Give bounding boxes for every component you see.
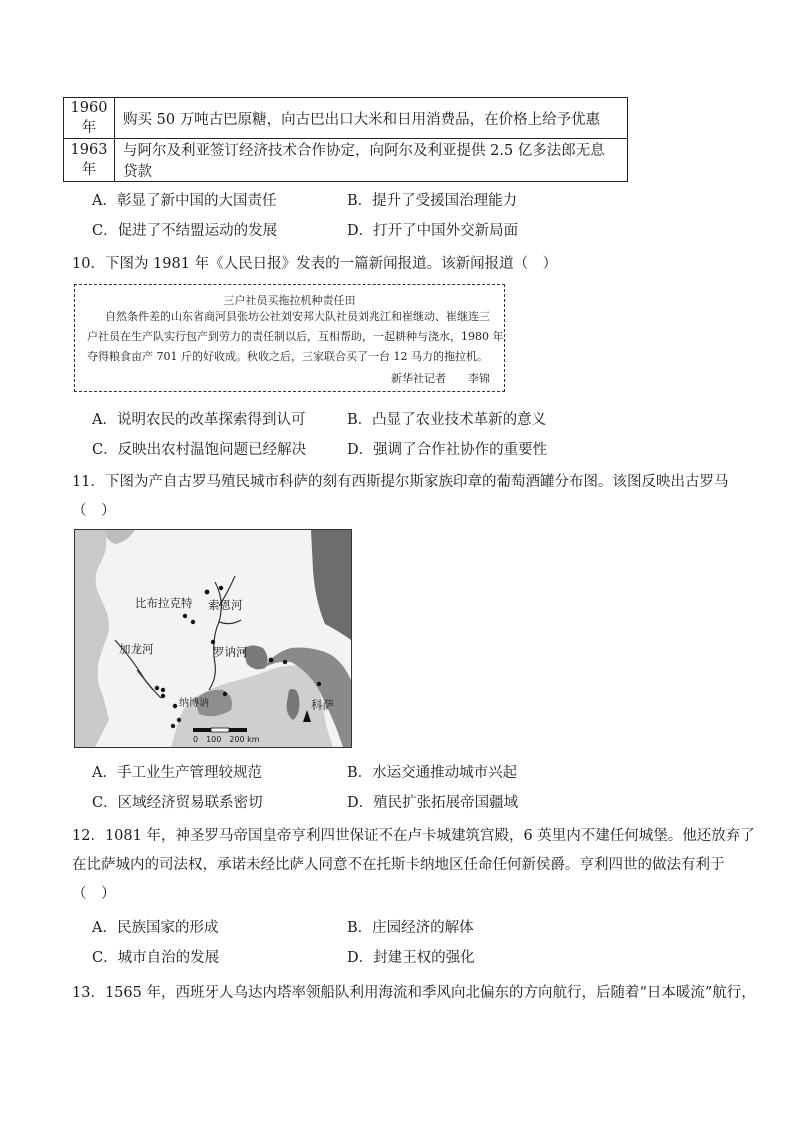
- map-label-rhone: 罗讷河: [213, 645, 248, 659]
- q12-option-a: A．民族国家的形成: [92, 920, 219, 936]
- q11-option-c: C．区域经济贸易联系密切: [92, 795, 263, 811]
- q12-line1: 12．1081 年，神圣罗马帝国皇帝亨利四世保证不在卢卡城建筑宫殿，6 英里内不建任何城堡。他还放弃了: [72, 828, 755, 844]
- map-label-cosa: 科萨: [311, 698, 334, 712]
- q11-option-b: B．水运交通推动城市兴起: [347, 765, 518, 781]
- q12-line2: 在比萨城内的司法权，承诺未经比萨人同意不在托斯卡纳地区任命任何新侯爵。亨利四世的做法有利于: [72, 857, 725, 873]
- q12-option-b: B．庄园经济的解体: [347, 920, 474, 936]
- q11-option-d: D．殖民扩张拓展帝国疆域: [347, 795, 519, 811]
- news-line-3: 夺得粮食亩产 701 斤的好收成。秋收之后，三家联合买了一台 12 马力的拖拉机。: [87, 350, 488, 363]
- q13-line1: 13．1565 年，西班牙人乌达内塔率领船队利用海流和季风向北偏东的方向航行，后随着“日本暖流”航行，: [72, 985, 756, 1001]
- table-year-cell: 1960 年: [64, 98, 115, 139]
- news-title: 三户社员买拖拉机种责任田: [223, 294, 356, 307]
- q12-option-d: D．封建王权的强化: [347, 950, 475, 966]
- q9-table: [63, 97, 628, 182]
- table-text-cell: 与阿尔及利亚签订经济技术合作协定，向阿尔及利亚提供 2.5 亿多法郎无息贷款: [115, 139, 628, 182]
- q10-option-c: C．反映出农村温饱问题已经解决: [92, 442, 307, 458]
- q10-option-d: D．强调了合作社协作的重要性: [347, 442, 548, 458]
- q9-option-a: A．彰显了新中国的大国责任: [92, 193, 277, 209]
- table-year-cell: 1963 年: [64, 139, 115, 182]
- map-label-garonne: 加龙河: [119, 642, 154, 656]
- q9-option-d: D．打开了中国外交新局面: [347, 223, 519, 239]
- table-row: [64, 98, 628, 139]
- map-label-bibracte: 比布拉克特: [135, 596, 193, 610]
- map-label-saone: 索恩河: [208, 598, 243, 612]
- q11-option-a: A．手工业生产管理较规范: [92, 765, 262, 781]
- map-graphic: [75, 530, 351, 747]
- news-author: 新华社记者 李锦: [391, 372, 490, 385]
- news-line-2: 户社员在生产队实行包产到劳力的责任制以后，互相帮助，一起耕种与浇水，1980 年: [87, 330, 504, 343]
- q10-stem: 10．下图为 1981 年《人民日报》发表的一篇新闻报道。该新闻报道（ ）: [72, 256, 558, 272]
- map-label-narbonne: 纳博讷: [179, 698, 209, 709]
- q12-option-c: C．城市自治的发展: [92, 950, 220, 966]
- table-row: [64, 139, 628, 182]
- table-text-cell: 购买 50 万吨古巴原糖，向古巴出口大米和日用消费品，在价格上给予优惠: [115, 98, 628, 139]
- q12-line3: （ ）: [72, 886, 116, 902]
- news-clipping: [74, 284, 505, 392]
- q10-option-a: A．说明农民的改革探索得到认可: [92, 412, 306, 428]
- q9-option-b: B．提升了受援国治理能力: [347, 193, 518, 209]
- distribution-map: [74, 529, 352, 748]
- q10-option-b: B．凸显了农业技术革新的意义: [347, 412, 547, 428]
- news-line-1: 自然条件差的山东省商河县张坊公社刘安邦大队社员刘兆江和崔继动、崔继连三: [105, 310, 490, 323]
- map-scale-label: 0 100 200 km: [193, 735, 260, 744]
- q11-stem-line2: （ ）: [72, 503, 116, 519]
- q9-option-c: C．促进了不结盟运动的发展: [92, 223, 278, 239]
- q11-stem-line1: 11．下图为产自古罗马殖民城市科萨的刻有西斯提尔斯家族印章的葡萄酒罐分布图。该图反映出古罗马: [72, 474, 729, 490]
